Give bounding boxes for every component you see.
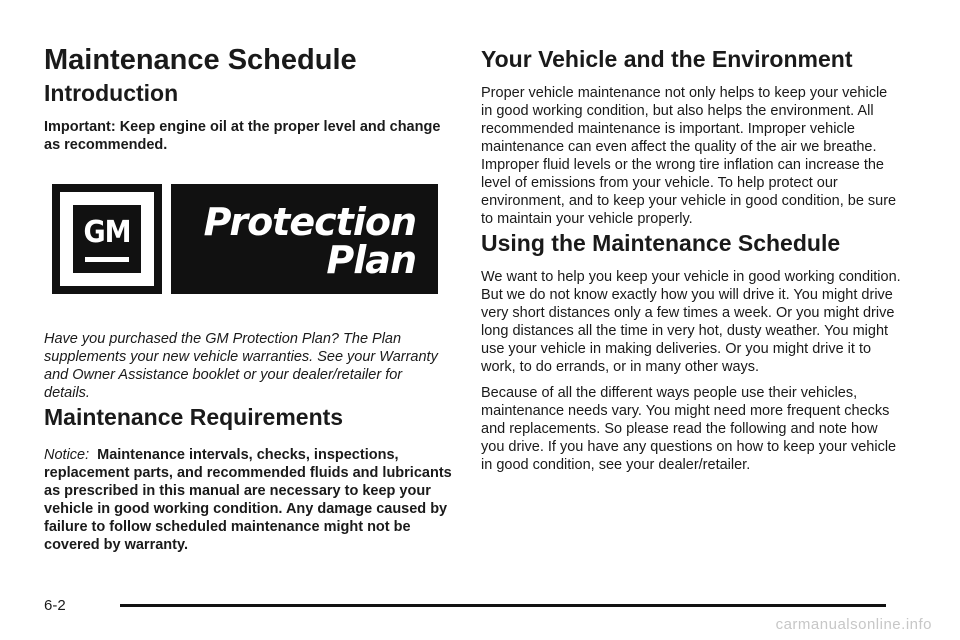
environment-paragraph: Proper vehicle maintenance not only helps to keep your vehicle in good working condition, but also helps the environment. All recommended maintenance is important. Improper vehicle maintenance can even affect the quality of the air we breathe. Improper fluid levels or the wrong tire inflation can increase the level of emissions from your vehicle. To help protect our environment, and to keep your vehicle in good condition, be sure to maintain your vehicle properly. (481, 85, 897, 227)
environment-heading: Your Vehicle and the Environment (481, 46, 853, 72)
gm-logo-icon (52, 184, 162, 294)
protection-plan-banner (171, 184, 438, 294)
plan-word: Plan (326, 238, 416, 282)
important-note: Important: Keep engine oil at the proper level and change as recommended. (44, 119, 441, 153)
notice-label: Notice: (44, 447, 90, 463)
protection-word: Protection (203, 200, 416, 244)
protection-plan-paragraph: Have you purchased the GM Protection Plan? The Plan supplements your new vehicle warranties. See your Warranty and Owner Assistance booklet or your dealer/retailer for details. (44, 331, 438, 401)
requirements-heading: Maintenance Requirements (44, 404, 344, 430)
gm-logo-text: GM (83, 215, 131, 250)
right-column (481, 44, 901, 474)
using-schedule-paragraph-2: Because of all the different ways people use their vehicles, maintenance needs vary. You might need more frequent checks and replacements. So please read the following and note how you drive. If you have any questions on how to keep your vehicle in good condition, see your dealer/retailer. (481, 385, 897, 473)
notice-paragraph (44, 446, 452, 554)
notice-text: Maintenance intervals, checks, inspections, replacement parts, and recommended fluids and lubricants as prescribed in this manual are necessary to keep your vehicle in good working condition. Any damage caused by failure to follow scheduled maintenance might not be covered by warranty. (44, 447, 452, 553)
page-title: Maintenance Schedule (44, 44, 357, 76)
left-column (44, 42, 452, 554)
introduction-heading: Introduction (44, 80, 179, 106)
page-number: 6-2 (44, 597, 66, 614)
watermark: carmanualsonline.info (775, 616, 932, 633)
using-schedule-heading: Using the Maintenance Schedule (481, 230, 841, 256)
using-schedule-paragraph-1: We want to help you keep your vehicle in good working condition. But we do not know exactly how you will drive it. You might drive very short distances only a few times a week. Or you might drive long distances all the time in very hot, dusty weather. You might use your vehicle in making deliveries. Or you might drive it to work, to do errands, or in many other ways. (481, 269, 901, 375)
gm-protection-plan-logo (44, 184, 452, 296)
footer-rule (120, 604, 886, 607)
